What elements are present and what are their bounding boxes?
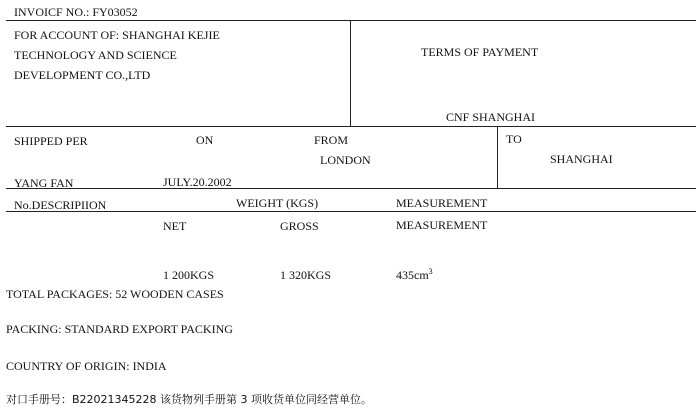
from-port: LONDON [320, 153, 371, 167]
shipping-date: JULY.20.2002 [163, 175, 232, 189]
gross-weight-value: 1 320KGS [280, 268, 332, 282]
country-of-origin: COUNTRY OF ORIGIN: INDIA [6, 359, 167, 373]
vessel-name: YANG FAN [14, 176, 74, 190]
measurement-value-text: 435cm [396, 268, 429, 282]
account-line-1: FOR ACCOUNT OF: SHANGHAI KEJIE [14, 28, 220, 42]
net-weight-value: 1 200KGS [163, 268, 215, 282]
weight-header: WEIGHT (KGS) [236, 196, 319, 210]
measurement-header: MEASUREMENT [396, 196, 488, 210]
divider-shipping [6, 188, 696, 189]
on-label: ON [196, 133, 214, 147]
divider-from-to [497, 126, 498, 188]
account-line-2: TECHNOLOGY AND SCIENCE [14, 48, 177, 62]
measurement-value [396, 268, 433, 282]
to-port: SHANGHAI [550, 152, 613, 166]
divider-upper [6, 126, 696, 127]
net-label: NET [163, 219, 187, 233]
from-label: FROM [314, 133, 349, 147]
divider-account-payment [350, 20, 351, 126]
handbook-note: 对口手册号：B22021345228 该货物列手册第 3 项收货单位同经营单位。 [6, 393, 373, 406]
shipped-per-label: SHIPPED PER [14, 134, 88, 148]
to-label: TO [506, 132, 522, 146]
measurement-sub-label: MEASUREMENT [396, 218, 488, 232]
packing: PACKING: STANDARD EXPORT PACKING [6, 322, 233, 336]
account-line-3: DEVELOPMENT CO.,LTD [14, 68, 151, 82]
divider-top [6, 20, 696, 21]
payment-terms-value: CNF SHANGHAI [446, 110, 536, 124]
divider-goods-header [6, 211, 696, 212]
measurement-exponent: 3 [428, 267, 433, 276]
total-packages: TOTAL PACKAGES: 52 WOODEN CASES [6, 287, 224, 301]
invoice-number: INVOICF NO.: FY03052 [14, 5, 138, 19]
gross-label: GROSS [280, 219, 319, 233]
payment-terms-label: TERMS OF PAYMENT [421, 45, 539, 59]
no-description-header: No.DESCRIPIION [14, 198, 107, 212]
